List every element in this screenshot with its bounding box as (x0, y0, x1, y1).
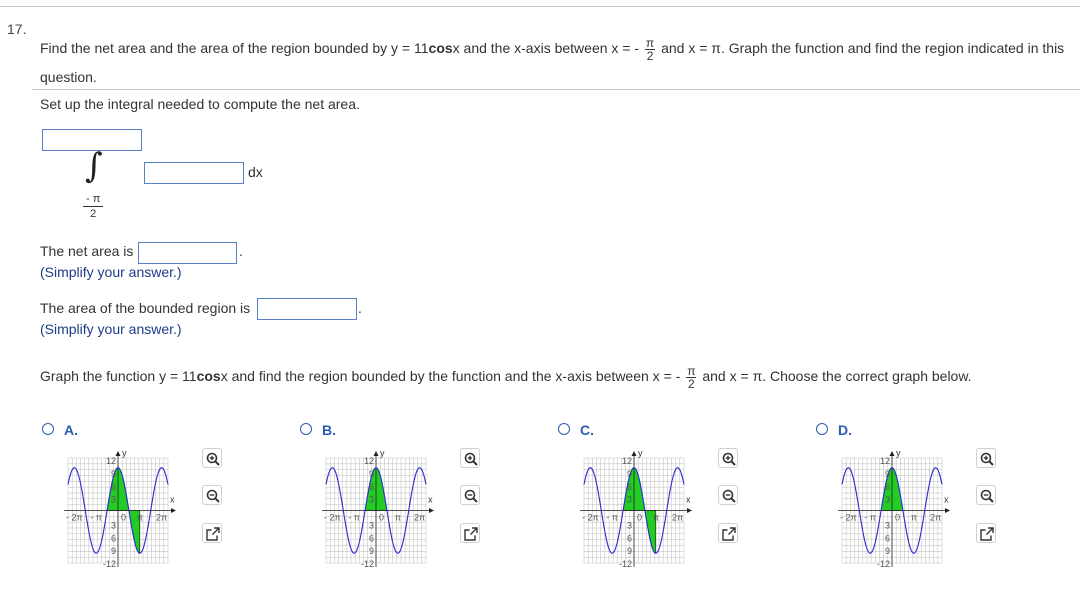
x-tick-label: 2π (930, 512, 942, 523)
radio-button[interactable] (42, 423, 54, 435)
origin-label: 0 (121, 512, 127, 523)
zoom-out-icon (721, 488, 737, 504)
x-axis-label: x (944, 494, 949, 505)
y-tick-label: -12 (618, 559, 632, 569)
net-area-label: The net area is (40, 243, 134, 259)
y-axis-label: y (638, 448, 643, 458)
origin-label: 0 (895, 512, 901, 523)
y-tick-label: 6 (110, 481, 116, 492)
y-tick-label: 9 (626, 546, 632, 557)
open-new-window-icon (463, 526, 479, 542)
x-tick-label: π (136, 512, 143, 523)
y-tick-label: 3 (626, 494, 632, 505)
zoom-in-icon (205, 451, 221, 467)
x-tick-label: π (652, 512, 659, 523)
y-tick-label: 9 (626, 468, 632, 479)
option-label: D. (838, 422, 852, 438)
y-tick-label: -12 (102, 559, 116, 569)
y-axis-arrow (890, 451, 895, 456)
y-axis-label: y (122, 448, 127, 458)
zoom-out-icon (979, 488, 995, 504)
bounded-area-label: The area of the bounded region is (40, 300, 251, 316)
origin-label: 0 (379, 512, 385, 523)
zoom-in-button[interactable] (202, 448, 222, 468)
y-tick-label: 3 (368, 520, 374, 531)
zoom-out-button[interactable] (976, 485, 996, 505)
x-tick-label: π (910, 512, 917, 523)
fraction-pi-over-2: $\frac{\pi}{2}$ (687, 363, 696, 391)
net-area-hint: (Simplify your answer.) (40, 264, 182, 280)
section-divider (32, 89, 1080, 90)
y-tick-label: 6 (368, 533, 374, 544)
x-axis-arrow (429, 508, 434, 513)
y-tick-label: -12 (876, 559, 890, 569)
zoom-in-button[interactable] (460, 448, 480, 468)
x-axis-arrow (687, 508, 692, 513)
x-tick-label: - π (348, 512, 361, 523)
zoom-in-icon (721, 451, 737, 467)
net-area-period: . (239, 243, 243, 259)
x-tick-label: π (394, 512, 401, 523)
graph-svg (832, 448, 952, 573)
y-tick-label: -12 (360, 559, 374, 569)
bounded-area-period: . (358, 300, 362, 316)
zoom-out-button[interactable] (718, 485, 738, 505)
origin-label: 0 (637, 512, 643, 523)
integrand-input[interactable] (144, 162, 244, 184)
radio-button[interactable] (300, 423, 312, 435)
graph-svg (58, 448, 178, 573)
y-tick-label: 9 (884, 468, 890, 479)
x-tick-label: - π (90, 512, 103, 523)
zoom-in-icon (979, 451, 995, 467)
y-tick-label: 3 (110, 520, 116, 531)
y-tick-label: 3 (884, 520, 890, 531)
x-axis-label: x (686, 494, 691, 505)
y-tick-label: 9 (110, 546, 116, 557)
y-axis-label: y (896, 448, 901, 458)
zoom-in-button[interactable] (718, 448, 738, 468)
y-tick-label: 3 (110, 494, 116, 505)
y-tick-label: 3 (626, 520, 632, 531)
x-tick-label: - 2π (840, 512, 857, 523)
setup-instruction: Set up the integral needed to compute the net area. (40, 96, 360, 112)
y-tick-label: 12 (363, 456, 374, 466)
open-new-window-icon (721, 526, 737, 542)
zoom-out-icon (463, 488, 479, 504)
option-graph (58, 448, 178, 576)
open-new-window-button[interactable] (202, 523, 222, 543)
y-tick-label: 9 (110, 468, 116, 479)
y-tick-label: 6 (368, 481, 374, 492)
dx-label: dx (248, 164, 263, 180)
y-axis-arrow (116, 451, 121, 456)
zoom-out-button[interactable] (202, 485, 222, 505)
y-tick-label: 12 (621, 456, 632, 466)
y-axis-arrow (374, 451, 379, 456)
option-label: B. (322, 422, 336, 438)
open-new-window-icon (205, 526, 221, 542)
question-text: Find the net area and the area of the region bounded by y = 11cosx and the x-axis between x = - $\frac{\pi}{2}$ and x = π. Graph the function and find the region indicated in this question. (40, 35, 1065, 85)
x-tick-label: - π (864, 512, 877, 523)
radio-button[interactable] (816, 423, 828, 435)
x-axis-label: x (170, 494, 175, 505)
y-tick-label: 9 (884, 546, 890, 557)
fraction-pi-over-2: $\frac{\pi}{2}$ (645, 35, 655, 63)
top-divider (0, 6, 1080, 7)
y-axis-arrow (632, 451, 637, 456)
y-tick-label: 12 (105, 456, 116, 466)
x-tick-label: - 2π (582, 512, 599, 523)
question-number: 17. (7, 21, 27, 37)
answer-option-b[interactable] (300, 422, 540, 582)
radio-button[interactable] (558, 423, 570, 435)
open-new-window-button[interactable] (718, 523, 738, 543)
x-tick-label: - π (606, 512, 619, 523)
x-tick-label: - 2π (324, 512, 341, 523)
y-axis-label: y (380, 448, 385, 458)
x-tick-label: - 2π (66, 512, 83, 523)
net-area-input[interactable] (138, 242, 237, 264)
bounded-area-hint: (Simplify your answer.) (40, 321, 182, 337)
zoom-in-button[interactable] (976, 448, 996, 468)
x-tick-label: 2π (672, 512, 684, 523)
integral-sign: ∫ (85, 146, 103, 186)
open-new-window-button[interactable] (976, 523, 996, 543)
graph-svg (574, 448, 694, 573)
zoom-in-icon (463, 451, 479, 467)
zoom-out-button[interactable] (460, 485, 480, 505)
option-graph (832, 448, 952, 576)
open-new-window-button[interactable] (460, 523, 480, 543)
y-tick-label: 6 (626, 481, 632, 492)
y-tick-label: 6 (884, 533, 890, 544)
option-label: A. (64, 422, 78, 438)
bounded-area-input[interactable] (257, 298, 357, 320)
x-axis-arrow (171, 508, 176, 513)
graph-svg (316, 448, 436, 573)
x-axis-arrow (945, 508, 950, 513)
answer-option-c[interactable] (558, 422, 798, 582)
y-tick-label: 9 (368, 546, 374, 557)
y-tick-label: 12 (879, 456, 890, 466)
x-axis-label: x (428, 494, 433, 505)
option-graph (574, 448, 694, 576)
open-new-window-icon (979, 526, 995, 542)
cos-bold: cos (196, 368, 221, 384)
lower-limit: $\frac{- \pi}{2}$ (83, 192, 103, 221)
graph-question: Graph the function y = 11cosx and find the region bounded by the function and the x-axis between x = - $\frac{\pi}{2}$ and x = π. Choose the correct graph below. (40, 363, 972, 391)
x-tick-label: 2π (156, 512, 168, 523)
cos-bold: cos (428, 40, 453, 56)
zoom-out-icon (205, 488, 221, 504)
y-tick-label: 6 (110, 533, 116, 544)
x-tick-label: 2π (414, 512, 426, 523)
option-label: C. (580, 422, 594, 438)
y-tick-label: 3 (368, 494, 374, 505)
option-graph (316, 448, 436, 576)
y-tick-label: 6 (626, 533, 632, 544)
y-tick-label: 9 (368, 468, 374, 479)
y-tick-label: 3 (884, 494, 890, 505)
y-tick-label: 6 (884, 481, 890, 492)
answer-option-a[interactable] (42, 422, 282, 582)
answer-option-d[interactable] (816, 422, 1056, 582)
